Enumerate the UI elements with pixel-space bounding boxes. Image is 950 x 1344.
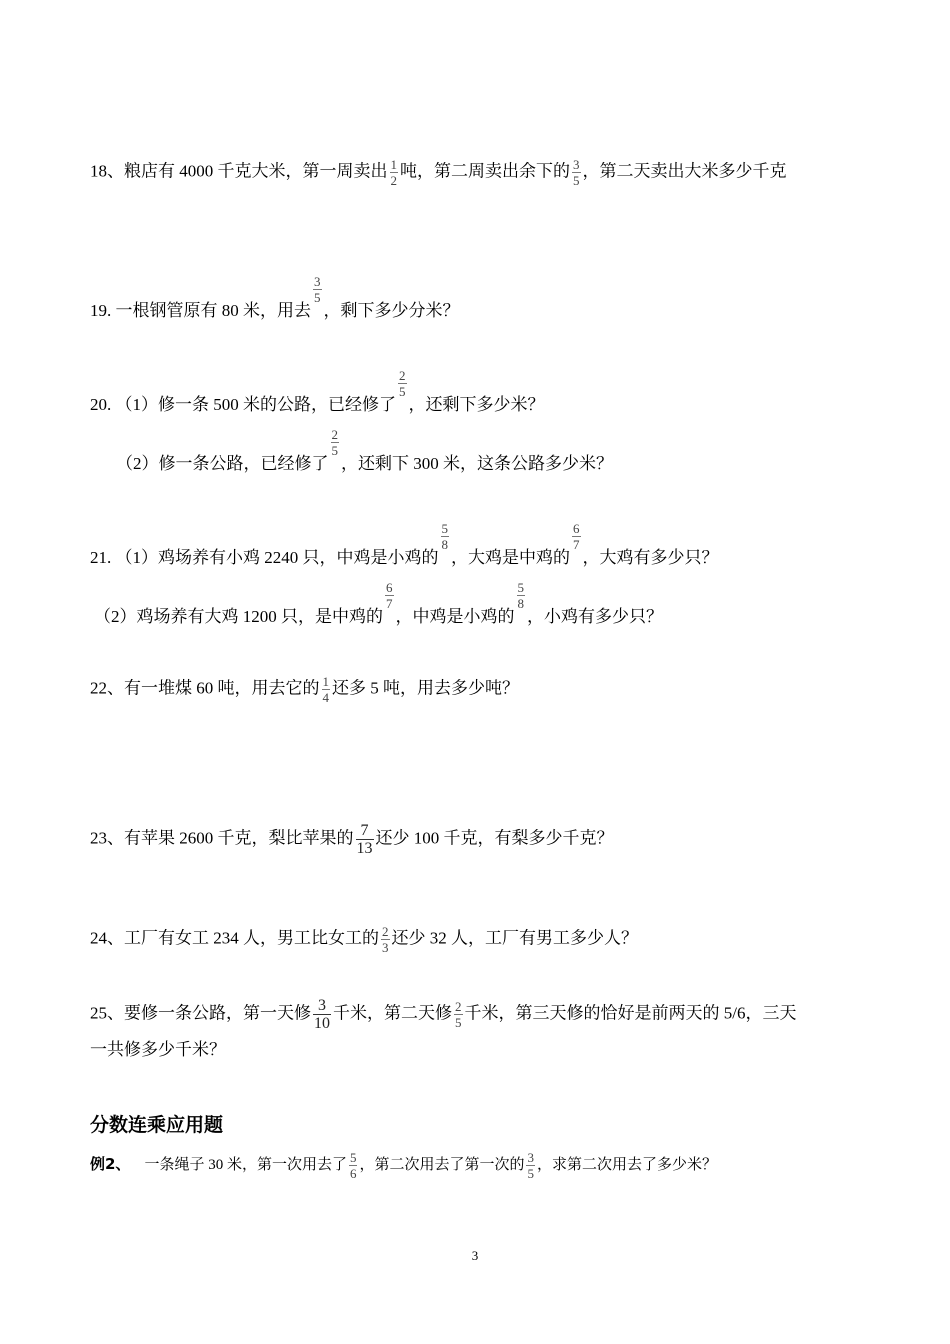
question-22: [90, 674, 519, 705]
example-label: 例2、: [90, 1154, 131, 1173]
example-text-c: ，求第二次用去了多少米？: [536, 1156, 717, 1173]
q20-2-fraction: $\frac{2}{5}$: [331, 427, 338, 458]
question-24: [90, 924, 638, 955]
q23-text-a: 23、有苹果 2600 千克，梨比苹果的: [90, 828, 354, 848]
q23-text-b: 还少 100 千克，有梨多少千克？: [375, 828, 614, 848]
q22-fraction: $\frac{1}{4}$: [322, 674, 329, 705]
q22-text-a: 22、有一堆煤 60 吨，用去它的: [90, 678, 320, 698]
question-25: [90, 997, 796, 1032]
example-fraction-1: $\frac{5}{6}$: [349, 1150, 357, 1181]
q22-text-b: 还多 5 吨，用去多少吨？: [332, 678, 519, 698]
example-2: [90, 1150, 717, 1181]
question-20-part-2: [116, 427, 613, 474]
q18-fraction-2: $\frac{3}{5}$: [573, 157, 580, 188]
q21-1-fraction-1: $\frac{5}{8}$: [441, 521, 448, 552]
question-23: [90, 822, 614, 857]
q25-text-c: 千米，第三天修的恰好是前两天的 5/6，三天: [464, 1003, 797, 1023]
question-20-part-1: [90, 368, 545, 415]
question-18: [90, 157, 787, 188]
example-text-a: 一条绳子 30 米，第一次用去了: [144, 1156, 347, 1173]
q18-fraction-1: $\frac{1}{2}$: [390, 157, 397, 188]
q20-1-text-b: ，还剩下多少米？: [408, 395, 545, 414]
q21-2-fraction-1: $\frac{6}{7}$: [386, 580, 393, 611]
q21-1-fraction-2: $\frac{6}{7}$: [573, 521, 580, 552]
q18-text-a: 18、粮店有 4000 千克大米，第一周卖出: [90, 161, 388, 181]
q20-2-text-b: ，还剩下 300 米，这条公路多少米？: [341, 454, 613, 473]
q19-fraction: $\frac{3}{5}$: [314, 274, 321, 305]
q20-1-fraction: $\frac{2}{5}$: [399, 368, 406, 399]
question-21-part-2: [94, 580, 663, 627]
q23-fraction: $\frac{7}{13}$: [356, 822, 373, 857]
q25-text-a: 25、要修一条公路，第一天修: [90, 1003, 311, 1023]
section-title: 分数连乘应用题: [90, 1114, 224, 1136]
q25-fraction-1: $\frac{3}{10}$: [314, 997, 330, 1032]
q21-1-text-c: ，大鸡有多少只？: [582, 548, 719, 567]
q24-text-a: 24、工厂有女工 234 人，男工比女工的: [90, 928, 379, 948]
q25-text-b: 千米，第二天修: [333, 1003, 452, 1023]
q21-2-text-a: （2）鸡场养有大鸡 1200 只，是中鸡的: [94, 607, 383, 626]
q25-text-d: 一共修多少千米？: [90, 1040, 226, 1059]
q21-2-text-b: ，中鸡是小鸡的: [395, 607, 515, 626]
q21-1-text-a: 21. （1）鸡场养有小鸡 2240 只，中鸡是小鸡的: [90, 548, 439, 567]
example-fraction-2: $\frac{3}{5}$: [527, 1150, 534, 1181]
example-text-b: ，第二次用去了第一次的: [359, 1156, 525, 1173]
q24-text-b: 还少 32 人，工厂有男工多少人？: [391, 928, 638, 948]
q20-2-text-a: （2）修一条公路，已经修了: [116, 454, 329, 473]
question-25-continued: [90, 1040, 226, 1060]
q19-text-a: 19. 一根钢管原有 80 米，用去: [90, 301, 311, 320]
q21-2-text-c: ，小鸡有多少只？: [527, 607, 663, 626]
q18-text-c: ，第二天卖出大米多少千克: [582, 161, 787, 181]
q18-text-b: 吨，第二周卖出余下的: [400, 161, 570, 181]
page-number: 3: [471, 1248, 479, 1263]
q24-fraction: $\frac{2}{3}$: [382, 924, 389, 955]
q21-2-fraction-2: $\frac{5}{8}$: [517, 580, 524, 611]
q19-text-b: ，剩下多少分米？: [323, 301, 460, 320]
q25-fraction-2: $\frac{2}{5}$: [455, 999, 462, 1030]
q20-1-text-a: 20. （1）修一条 500 米的公路，已经修了: [90, 395, 396, 414]
q21-1-text-b: ，大鸡是中鸡的: [451, 548, 570, 567]
question-19: [90, 274, 460, 321]
question-21-part-1: [90, 521, 719, 568]
